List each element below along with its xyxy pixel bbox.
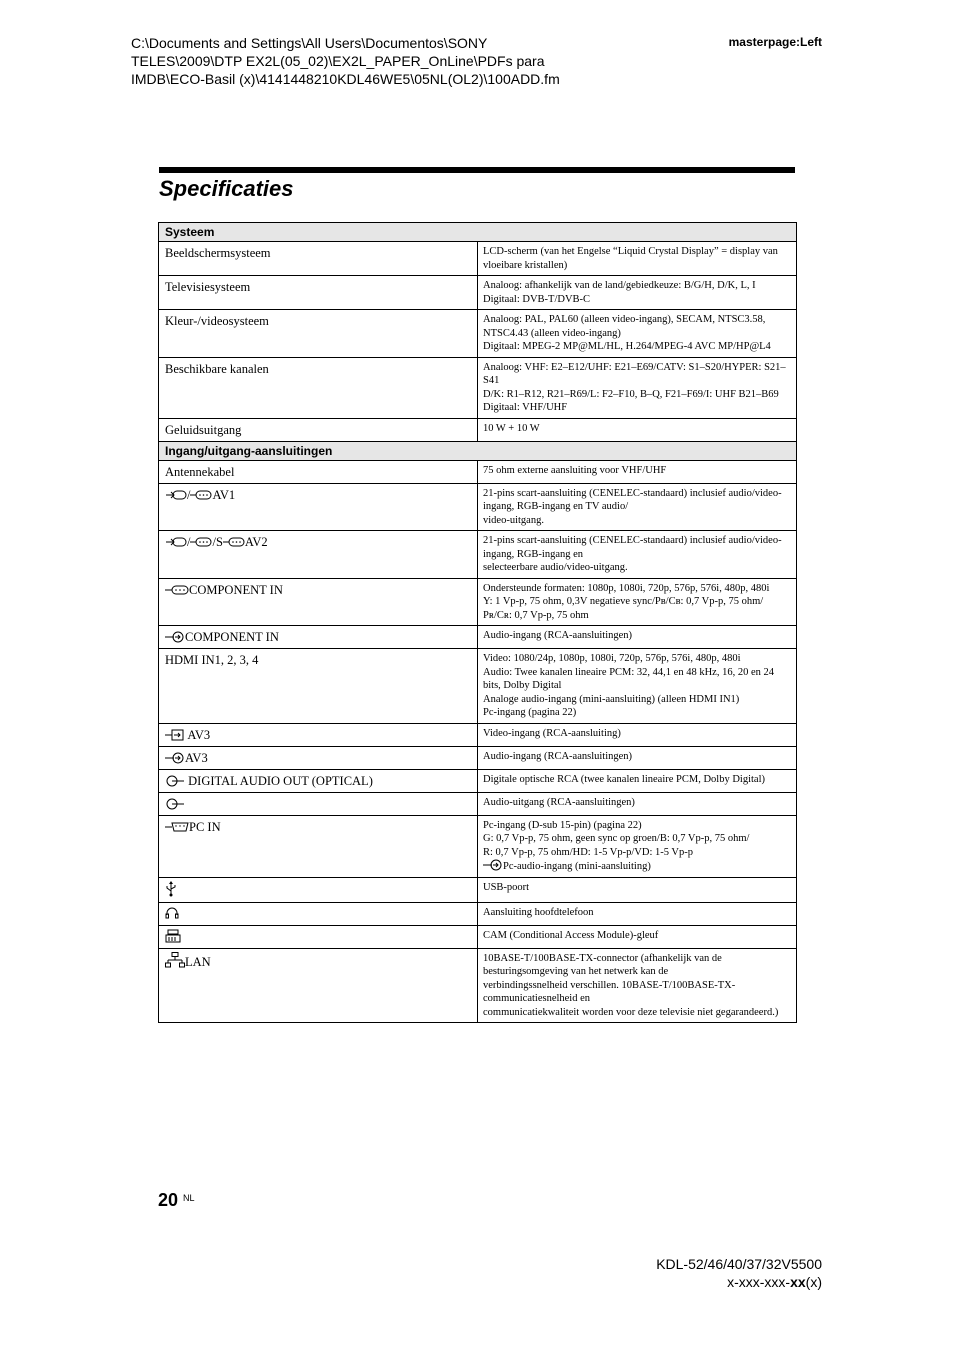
spec-label-text: HDMI IN1, 2, 3, 4 [165,653,259,667]
spec-value-line: Analoog: PAL, PAL60 (alleen video-ingang), SECAM, NTSC3.58, NTSC4.43 (alleen video-ingang) [483,314,766,339]
spec-value [478,948,797,1023]
spec-label [159,626,478,649]
section-header-row [159,441,797,460]
spec-value-line: communicatiekwaliteit worden voor deze televisie niet gegarandeerd.) [483,1006,779,1018]
spec-value-line: Pc-ingang (D-sub 15-pin) (pagina 22) [483,819,642,831]
spec-value-line: Video-ingang (RCA-aansluiting) [483,727,621,739]
spec-value [478,925,797,948]
spec-row [159,418,797,441]
spec-row [159,649,797,724]
spec-value [478,626,797,649]
spec-row [159,902,797,925]
pc-in-icon [165,821,189,833]
spec-row [159,357,797,418]
masterpage-label: masterpage:Left [728,35,822,49]
section-heading: Ingang/uitgang-aansluitingen [159,441,797,460]
video-in-icon [165,729,185,741]
slash-separator: / [187,487,191,502]
spec-label-text: Beschikbare kanalen [165,361,269,376]
spec-value-line: Digitaal: MPEG-2 MP@ML/HL, H.264/MPEG-4 AVC MP/HP@L4 [483,341,771,352]
model-code: x-xxx-xxx-xx(x) [727,1274,822,1290]
file-path: C:\Documents and Settings\All Users\Documentos\SONY TELES\2009\DTP EX2L(05_02)\EX2L_PAPER_OnLine\PDFs para IMDB\ECO-Basil (x)\4141448210KDL46WE5\05NL(OL2)\100ADD.fm [131,35,560,87]
spec-value [478,531,797,579]
spec-value-line: Aansluiting hoofdtelefoon [483,906,594,918]
scart-io-icon [190,489,212,501]
lan-icon [165,952,185,968]
spec-value-line: LCD-scherm (van het Engelse “Liquid Crystal Display” = display van vloeibare kristallen) [483,246,778,271]
spec-label-text: AV3 [185,727,211,742]
audio-out-icon [165,798,185,810]
model-info [656,1255,822,1291]
spec-label-text: Kleur-/videosysteem [165,314,269,328]
spec-label-text: LAN [185,954,211,969]
scart-in-icon [165,489,187,501]
spec-label [159,815,478,877]
scart-io-icon [190,536,212,548]
spec-label [159,769,478,792]
cam-slot-icon [165,929,181,943]
audio-out-icon [165,775,185,787]
spec-row [159,310,797,358]
spec-row [159,578,797,626]
spec-value-line: Pʀ/Cʀ: 0,7 Vp-p, 75 ohm [483,609,589,621]
usb-icon [165,881,177,897]
spec-value-line: 21-pins scart-aansluiting (CENELEC-standaard) inclusief audio/video-ingang, RGB-ingang en TV audio/ [483,487,782,512]
spec-label-text: Antennekabel [165,464,235,479]
spec-value-line: 21-pins scart-aansluiting (CENELEC-standaard) inclusief audio/video-ingang, RGB-ingang en [483,535,782,560]
spec-row [159,483,797,531]
spec-label [159,948,478,1023]
scart-in-icon [165,536,187,548]
spec-value [478,902,797,925]
spec-row [159,769,797,792]
spec-value [478,310,797,358]
title-rule [159,167,795,173]
spec-label [159,792,478,815]
audio-in-icon [483,859,503,871]
component-video-icon [165,584,189,596]
page-title: Specificaties [159,176,294,201]
spec-row [159,242,797,276]
spec-value-line: video-uitgang. [483,514,544,526]
spec-value [478,649,797,724]
spec-label-text: AV3 [185,750,208,765]
spec-label-text: Beeldschermsysteem [165,246,271,260]
page-language: NL [183,1193,195,1203]
spec-value-line: R: 0,7 Vp-p, 75 ohm/HD: 1-5 Vp-p/VD: 1-5 Vp-p [483,846,693,858]
audio-in-icon [165,752,185,764]
model-number: KDL-52/46/40/37/32V5500 [656,1256,822,1272]
spec-value [478,769,797,792]
spec-row [159,948,797,1023]
headphones-icon [165,906,179,920]
spec-label-text: AV1 [212,487,236,502]
spec-value [478,578,797,626]
audio-in-icon [165,631,185,643]
spec-value-line: D/K: R1–R12, R21–R69/L: F2–F10, B–Q, F21–F69/I: UHF B21–B69 [483,388,779,400]
spec-label-text: Televisiesysteem [165,280,251,294]
spec-label [159,310,478,358]
spec-value-line: Pc-ingang (pagina 22) [483,707,577,718]
spec-value-line: selecteerbare audio/video-uitgang. [483,562,628,573]
spec-value-line: Ondersteunde formaten: 1080p, 1080i, 720p, 576p, 576i, 480p, 480i [483,582,770,594]
spec-label [159,578,478,626]
spec-label [159,242,478,276]
slash-separator: / [187,535,191,549]
spec-value-line: Analoge audio-ingang (mini-aansluiting) (alleen HDMI IN1) [483,693,740,705]
s-video-prefix: /S [212,535,223,549]
spec-label [159,483,478,531]
spec-value [478,746,797,769]
spec-value [478,877,797,902]
spec-row [159,723,797,746]
spec-row [159,276,797,310]
spec-label [159,902,478,925]
spec-row [159,746,797,769]
spec-table [158,222,797,1023]
spec-value [478,723,797,746]
spec-row [159,792,797,815]
spec-value-line: verbindingssnelheid verschillen. 10BASE-T/100BASE-TX-communicatiesnelheid en [483,979,736,1004]
spec-value-text: Pc-audio-ingang (mini-aansluiting) [503,861,651,872]
spec-value-line: Digitaal: VHF/UHF [483,402,568,413]
spec-row [159,531,797,579]
spec-value [478,460,797,483]
spec-label-text: AV2 [244,535,268,549]
spec-value-line: Audio-ingang (RCA-aansluitingen) [483,630,633,641]
spec-label [159,723,478,746]
spec-label [159,460,478,483]
spec-value-line [483,859,791,874]
scart-io-icon [223,536,245,548]
spec-value-line: Video: 1080/24p, 1080p, 1080i, 720p, 576p, 576i, 480p, 480i [483,653,741,664]
spec-label [159,531,478,579]
spec-value-line: Audio: Twee kanalen lineaire PCM: 32, 44,1 en 48 kHz, 16, 20 en 24 bits, Dolby Digital [483,666,774,691]
spec-value [478,483,797,531]
spec-row [159,626,797,649]
spec-label [159,877,478,902]
spec-value-line: Analoog: afhankelijk van de land/gebiedkeuze: B/G/H, D/K, L, I [483,280,756,291]
spec-row [159,815,797,877]
spec-row [159,460,797,483]
spec-value-line: USB-poort [483,881,530,893]
spec-value-line: Audio-uitgang (RCA-aansluitingen) [483,796,635,808]
spec-row [159,925,797,948]
section-header-row [159,223,797,242]
spec-value [478,242,797,276]
spec-value-line: G: 0,7 Vp-p, 75 ohm, geen sync op groen/B: 0,7 Vp-p, 75 ohm/ [483,833,750,844]
spec-label [159,746,478,769]
spec-value-line: 10BASE-T/100BASE-TX-connector (afhankelijk van de besturingsomgeving van het netwerk kan de [483,952,722,977]
spec-value-line: 75 ohm externe aansluiting voor VHF/UHF [483,464,667,476]
spec-label-text: COMPONENT IN [185,630,279,644]
spec-label [159,925,478,948]
spec-value-line: Audio-ingang (RCA-aansluitingen) [483,750,633,762]
spec-value [478,815,797,877]
spec-label [159,649,478,724]
spec-value [478,357,797,418]
spec-label [159,276,478,310]
section-heading: Systeem [159,223,797,242]
spec-label [159,418,478,441]
spec-value [478,792,797,815]
spec-label-text: COMPONENT IN [189,582,283,597]
spec-value-line: Digitaal: DVB-T/DVB-C [483,293,591,305]
spec-value-line: Y: 1 Vp-p, 75 ohm, 0,3V negatieve sync/Pʙ/Cʙ: 0,7 Vp-p, 75 ohm/ [483,596,764,607]
spec-value [478,276,797,310]
page-number: 20 [158,1190,179,1210]
spec-row [159,877,797,902]
spec-label-text: Geluidsuitgang [165,422,242,437]
spec-value-line: CAM (Conditional Access Module)-gleuf [483,929,659,941]
spec-label-text: DIGITAL AUDIO OUT (OPTICAL) [185,773,373,788]
spec-value-line: 10 W + 10 W [483,422,540,434]
spec-value-line: Digitale optische RCA (twee kanalen lineaire PCM, Dolby Digital) [483,773,765,785]
spec-value [478,418,797,441]
spec-label-text: PC IN [189,819,221,834]
spec-label [159,357,478,418]
spec-value-line: Analoog: VHF: E2–E12/UHF: E21–E69/CATV: S1–S20/HYPER: S21–S41 [483,361,786,386]
